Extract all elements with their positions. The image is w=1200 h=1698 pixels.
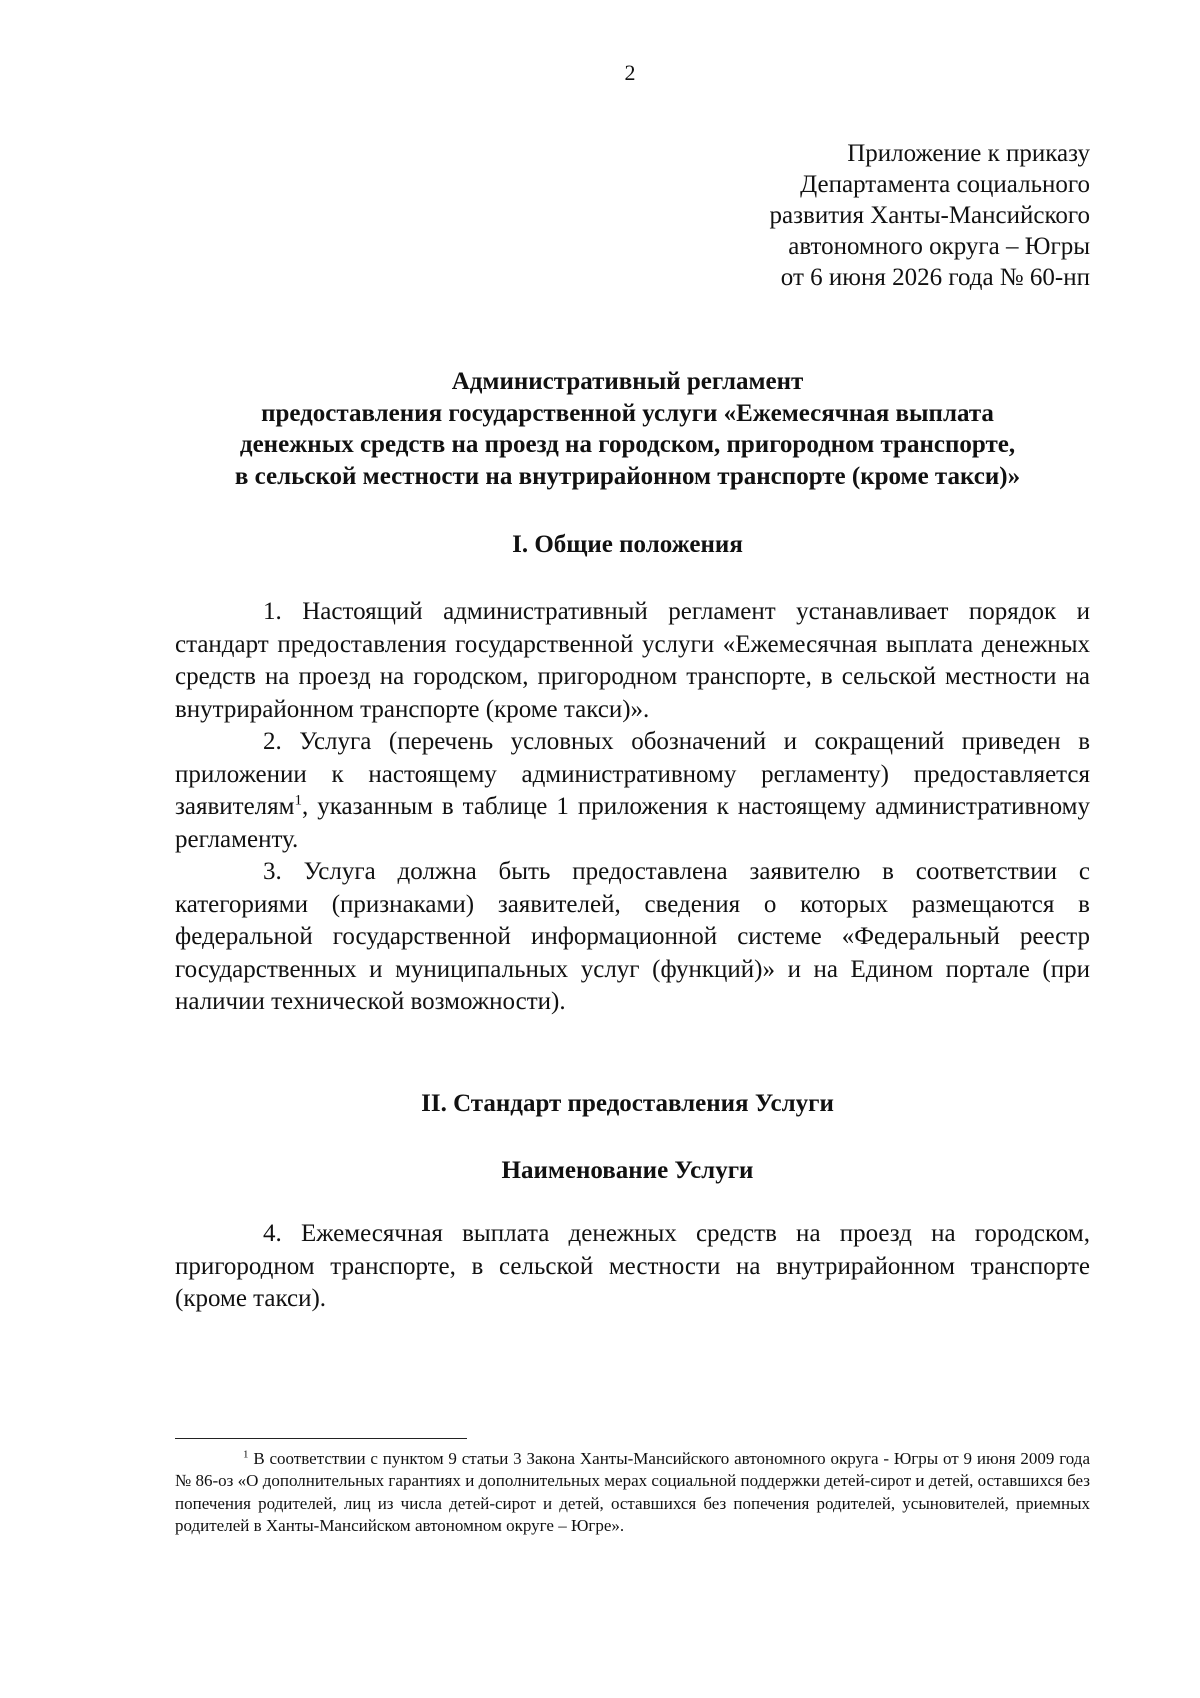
subheading-service-name: Наименование Услуги (501, 1157, 754, 1184)
footnote-divider (175, 1438, 467, 1439)
title-line: денежных средств на проезд на городском, пригородном транспорте, (239, 431, 1016, 458)
appendix-line: от 6 июня 2026 года № 60-нп (780, 264, 1090, 291)
title-line: Административный регламент (451, 368, 804, 395)
document-title (160, 366, 1095, 492)
paragraph-2-text-end: , указанным в таблице 1 приложения к настоящему административному регламенту. (175, 793, 1090, 853)
paragraph-3: 3. Услуга должна быть предоставлена заявителю в соответствии с категориями (признаками) заявителей, сведения о которых размещаются в федеральной государственной информационной системе «Федеральный реестр государственных и муниципальных услуг (функций)» и на Едином портале (при наличии технической возможности). (175, 858, 1090, 1015)
paragraph-2-text: 2. Услуга (перечень условных обозначений и сокращений приведен в приложении к настоящему административному регламенту) предоставляется заявителям (175, 728, 1090, 820)
section-standard-body (175, 1218, 1090, 1316)
appendix-line: развития Ханты-Мансийского (769, 202, 1090, 229)
section-general-body (175, 596, 1090, 1019)
paragraph-1: 1. Настоящий административный регламент устанавливает порядок и стандарт предоставления государственной услуги «Ежемесячная выплата денежных средств на проезд на городском, пригородном транспорте, в сельской местности на внутрирайонном транспорте (кроме такси)». (175, 598, 1090, 723)
title-line: в сельской местности на внутрирайонном транспорте (кроме такси)» (234, 462, 1021, 490)
appendix-line: Департамента социального (800, 171, 1090, 198)
paragraph-2 (175, 726, 1090, 856)
title-line: предоставления государственной услуги «Ежемесячная выплата (261, 399, 994, 427)
footnote (175, 1448, 1090, 1537)
footnote-text: В соответствии с пунктом 9 статьи 3 Закона Ханты-Мансийского автономного округа - Югры от 9 июня 2009 года № 86-оз «О дополнительных гарантиях и дополнительных мерах социальной поддержки детей-сирот и детей, оставшихся без попечения родителей, лиц из числа детей-сирот и детей, оставшихся без попечения родителей, усыновителей, приемных родителей в Ханты-Мансийском автономном округе – Югре». (175, 1449, 1090, 1535)
footnote-mark: 1 (243, 1448, 249, 1461)
section-heading-general: I. Общие положения (512, 531, 743, 558)
appendix-note (770, 138, 1090, 293)
appendix-line: автономного округа – Югры (788, 233, 1090, 260)
paragraph-4: 4. Ежемесячная выплата денежных средств на проезд на городском, пригородном транспорте, в сельской местности на внутрирайонном транспорте (кроме такси). (175, 1220, 1090, 1312)
section-heading-standard: II. Стандарт предоставления Услуги (421, 1090, 834, 1117)
footnote-ref: 1 (294, 792, 302, 809)
appendix-line: Приложение к приказу (847, 140, 1090, 167)
page-number: 2 (624, 60, 636, 85)
